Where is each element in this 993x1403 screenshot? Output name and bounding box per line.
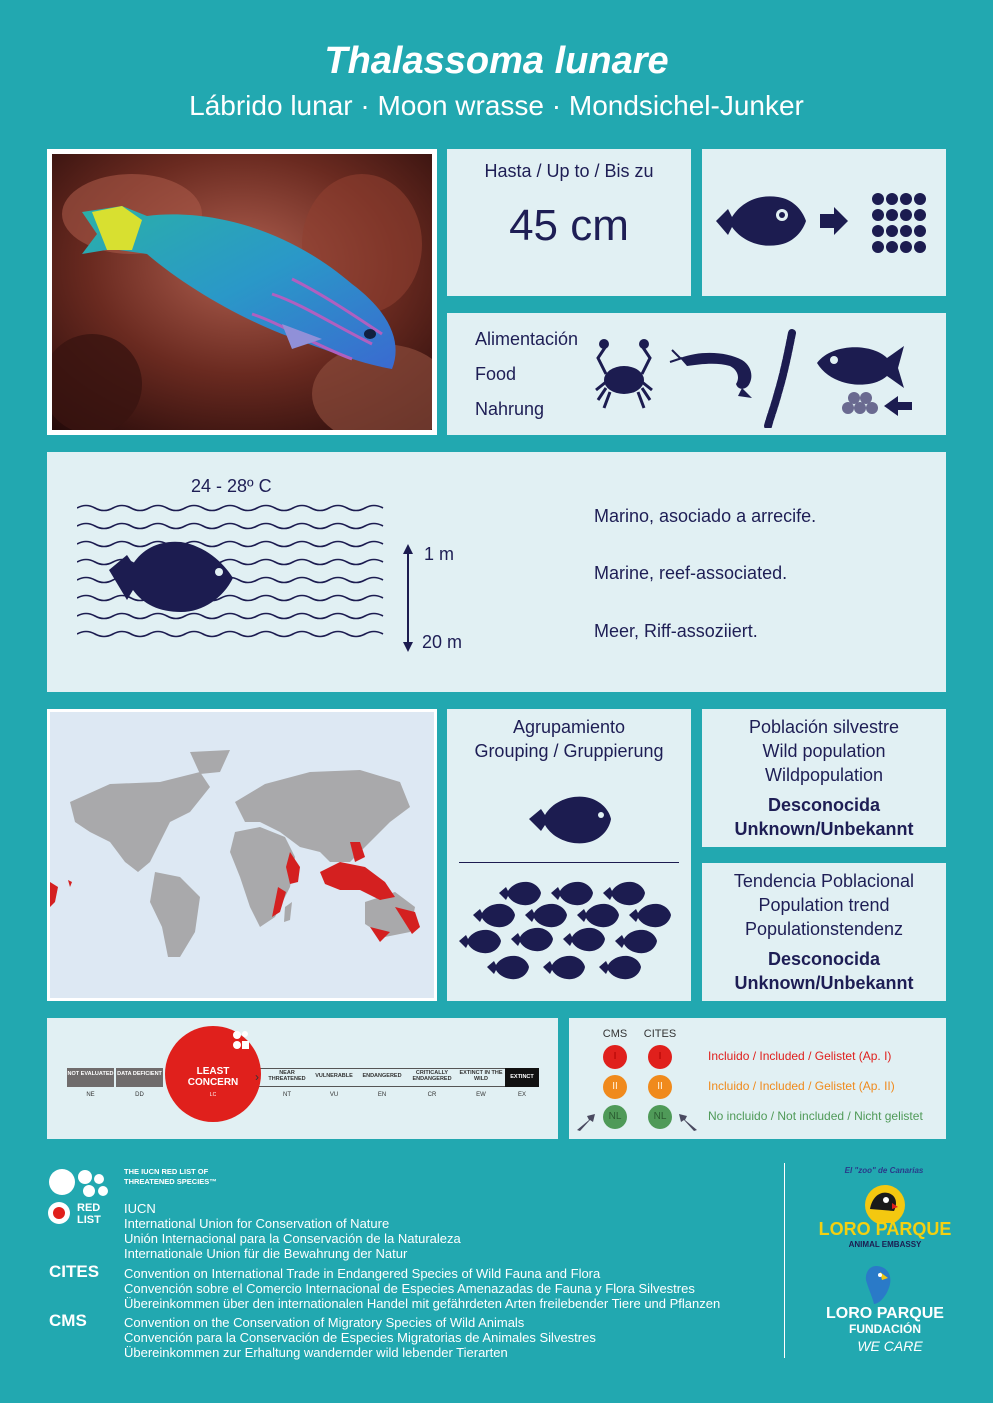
scale-pointer-icon: › xyxy=(255,1070,259,1084)
depth-bottom: 20 m xyxy=(422,632,463,652)
iucn-line-de: Internationale Union für die Bewahrung der Natur xyxy=(124,1246,408,1261)
habitat-description-es: Marino, asociado a arrecife. xyxy=(594,506,817,526)
food-panel xyxy=(447,313,946,435)
loro-parque-name: LORO PARQUE xyxy=(818,1219,952,1239)
cms-pointer-arrow-icon xyxy=(575,1112,597,1132)
grouping-panel xyxy=(447,709,691,1001)
cites-column-header: CITES xyxy=(643,1028,677,1040)
category-ew: EXTINCT IN THE WILD xyxy=(459,1070,503,1082)
population-trend-panel xyxy=(702,863,946,1001)
habitat-description-en: Marine, reef-associated. xyxy=(594,563,788,583)
legend-included-ap2: Incluido / Included / Gelistet (Ap. II) xyxy=(708,1079,895,1093)
redlist-mini-logo xyxy=(232,1030,250,1052)
food-label-es: Alimentación xyxy=(475,329,579,349)
cites-abbr: CITES xyxy=(49,1262,100,1281)
worm-icon xyxy=(768,333,792,426)
wild-population-status-es: Desconocida xyxy=(767,795,881,815)
species-common-names: Lábrido lunar · Moon wrasse · Mondsichel-Junker xyxy=(189,90,804,121)
wild-population-es: Población silvestre xyxy=(748,717,900,737)
cites-badge-ii: II xyxy=(648,1075,672,1099)
population-trend-es: Tendencia Poblacional xyxy=(733,871,915,891)
category-lc-code: LC xyxy=(209,1092,217,1098)
loro-parque-mascot-logo xyxy=(840,1175,930,1223)
legend-not-included: No incluido / Not included / Nicht gelistet xyxy=(708,1109,923,1123)
wild-population-panel xyxy=(702,709,946,847)
size-label: Hasta / Up to / Bis zu xyxy=(484,161,654,181)
fundacion-tagline: WE CARE xyxy=(857,1338,923,1354)
svg-text:LIST: LIST xyxy=(77,1214,101,1226)
grouping-title-en-de: Grouping / Gruppierung xyxy=(474,741,664,761)
temperature-range: 24 - 28º C xyxy=(191,476,272,496)
cms-line-es: Convención para la Conservación de Especies Migratorias de Animales Silvestres xyxy=(124,1330,596,1345)
iucn-line-es: Unión Internacional para la Conservación de la Naturaleza xyxy=(124,1231,461,1246)
grouping-divider xyxy=(459,862,679,863)
svg-text:RED: RED xyxy=(77,1202,101,1214)
iucn-redlist-logo xyxy=(47,1167,113,1227)
food-label-en: Food xyxy=(475,364,517,384)
species-photo xyxy=(47,149,437,435)
fundacion-sub: FUNDACIÓN xyxy=(849,1322,921,1336)
category-en: ENDANGERED xyxy=(362,1073,402,1079)
cms-badge-ii: II xyxy=(603,1075,627,1099)
category-nt: NEAR THREATENED xyxy=(268,1070,306,1082)
reproduction-panel xyxy=(702,149,946,296)
legend-included-ap1: Incluido / Included / Gelistet (Ap. I) xyxy=(708,1049,892,1063)
code-en: EN xyxy=(377,1092,387,1098)
wild-population-de: Wildpopulation xyxy=(764,765,884,785)
species-scientific-name: Thalassoma lunare xyxy=(324,40,669,82)
cites-badge-i: I xyxy=(648,1045,672,1069)
code-cr: CR xyxy=(427,1092,437,1098)
code-ne: NE xyxy=(86,1092,95,1098)
cms-line-de: Übereinkommen zur Erhaltung wandernder wild lebender Tierarten xyxy=(124,1345,508,1360)
fundacion-name: LORO PARQUE xyxy=(826,1305,944,1322)
food-label-de: Nahrung xyxy=(475,399,545,419)
cms-badge-nl: NL xyxy=(603,1105,627,1129)
population-trend-status-es: Desconocida xyxy=(767,949,881,969)
size-panel xyxy=(447,149,691,296)
redlist-logo-text: THE IUCN RED LIST OF THREATENED SPECIES™ xyxy=(124,1167,217,1186)
category-vu: VULNERABLE xyxy=(315,1073,353,1079)
category-lc: LEAST CONCERN xyxy=(187,1066,239,1088)
habitat-description-de: Meer, Riff-assoziiert. xyxy=(594,621,758,641)
grouping-title-es: Agrupamiento xyxy=(512,717,626,737)
cms-badge-i: I xyxy=(603,1045,627,1069)
wild-population-status-en-de: Unknown/Unbekannt xyxy=(734,819,914,839)
category-ex: EXTINCT xyxy=(505,1068,539,1087)
school-fish-icon xyxy=(459,877,681,989)
code-dd: DD xyxy=(135,1092,144,1098)
fish-eggs-icon xyxy=(817,346,912,416)
size-value: 45 cm xyxy=(509,201,629,250)
distribution-map xyxy=(47,709,437,1001)
cites-line-de: Übereinkommen über den internationalen Handel mit gefährdeten Arten freilebender Tiere und Pflanzen xyxy=(124,1296,721,1311)
crab-icon xyxy=(596,339,652,408)
loro-parque-sub: ANIMAL EMBASSY xyxy=(848,1240,922,1249)
wild-population-en: Wild population xyxy=(762,741,886,761)
cms-abbr: CMS xyxy=(49,1311,87,1330)
category-ne: NOT EVALUATED xyxy=(67,1068,114,1087)
shrimp-icon xyxy=(670,350,752,398)
fish-egg-laying-icon xyxy=(702,149,946,296)
cms-line-en: Convention on the Conservation of Migratory Species of Wild Animals xyxy=(124,1315,525,1330)
cites-line-es: Convención sobre el Comercio Internacional de Especies Amenazadas de Fauna y Flora Silvestres xyxy=(124,1281,695,1296)
depth-arrow xyxy=(401,544,415,652)
code-vu: VU xyxy=(329,1092,339,1098)
cms-column-header: CMS xyxy=(602,1028,628,1040)
population-trend-status-en-de: Unknown/Unbekannt xyxy=(734,973,914,993)
iucn-line-en: International Union for Conservation of Nature xyxy=(124,1216,390,1231)
footer-divider xyxy=(784,1163,785,1358)
habitat-panel xyxy=(47,452,946,692)
population-trend-de: Populationstendenz xyxy=(744,919,904,939)
code-ex: EX xyxy=(517,1092,526,1098)
loro-parque-fundacion-parrot-icon xyxy=(856,1264,896,1306)
solitary-fish-icon xyxy=(527,791,613,847)
loro-parque-top-text: El "zoo" de Canarias xyxy=(844,1166,924,1175)
code-ew: EW xyxy=(476,1092,486,1098)
water-column-icon xyxy=(77,500,397,650)
code-nt: NT xyxy=(283,1092,291,1098)
population-trend-en: Population trend xyxy=(758,895,890,915)
category-dd: DATA DEFICIENT xyxy=(116,1068,163,1087)
cms-cites-panel xyxy=(569,1018,946,1139)
cites-pointer-arrow-icon xyxy=(677,1112,699,1132)
cites-badge-nl: NL xyxy=(648,1105,672,1129)
iucn-abbr: IUCN xyxy=(124,1201,156,1216)
depth-top: 1 m xyxy=(424,544,455,564)
category-cr: CRITICALLY ENDANGERED xyxy=(412,1070,452,1082)
cites-line-en: Convention on International Trade in Endangered Species of Wild Fauna and Flora xyxy=(124,1266,601,1281)
redlist-scale-panel xyxy=(47,1018,558,1139)
